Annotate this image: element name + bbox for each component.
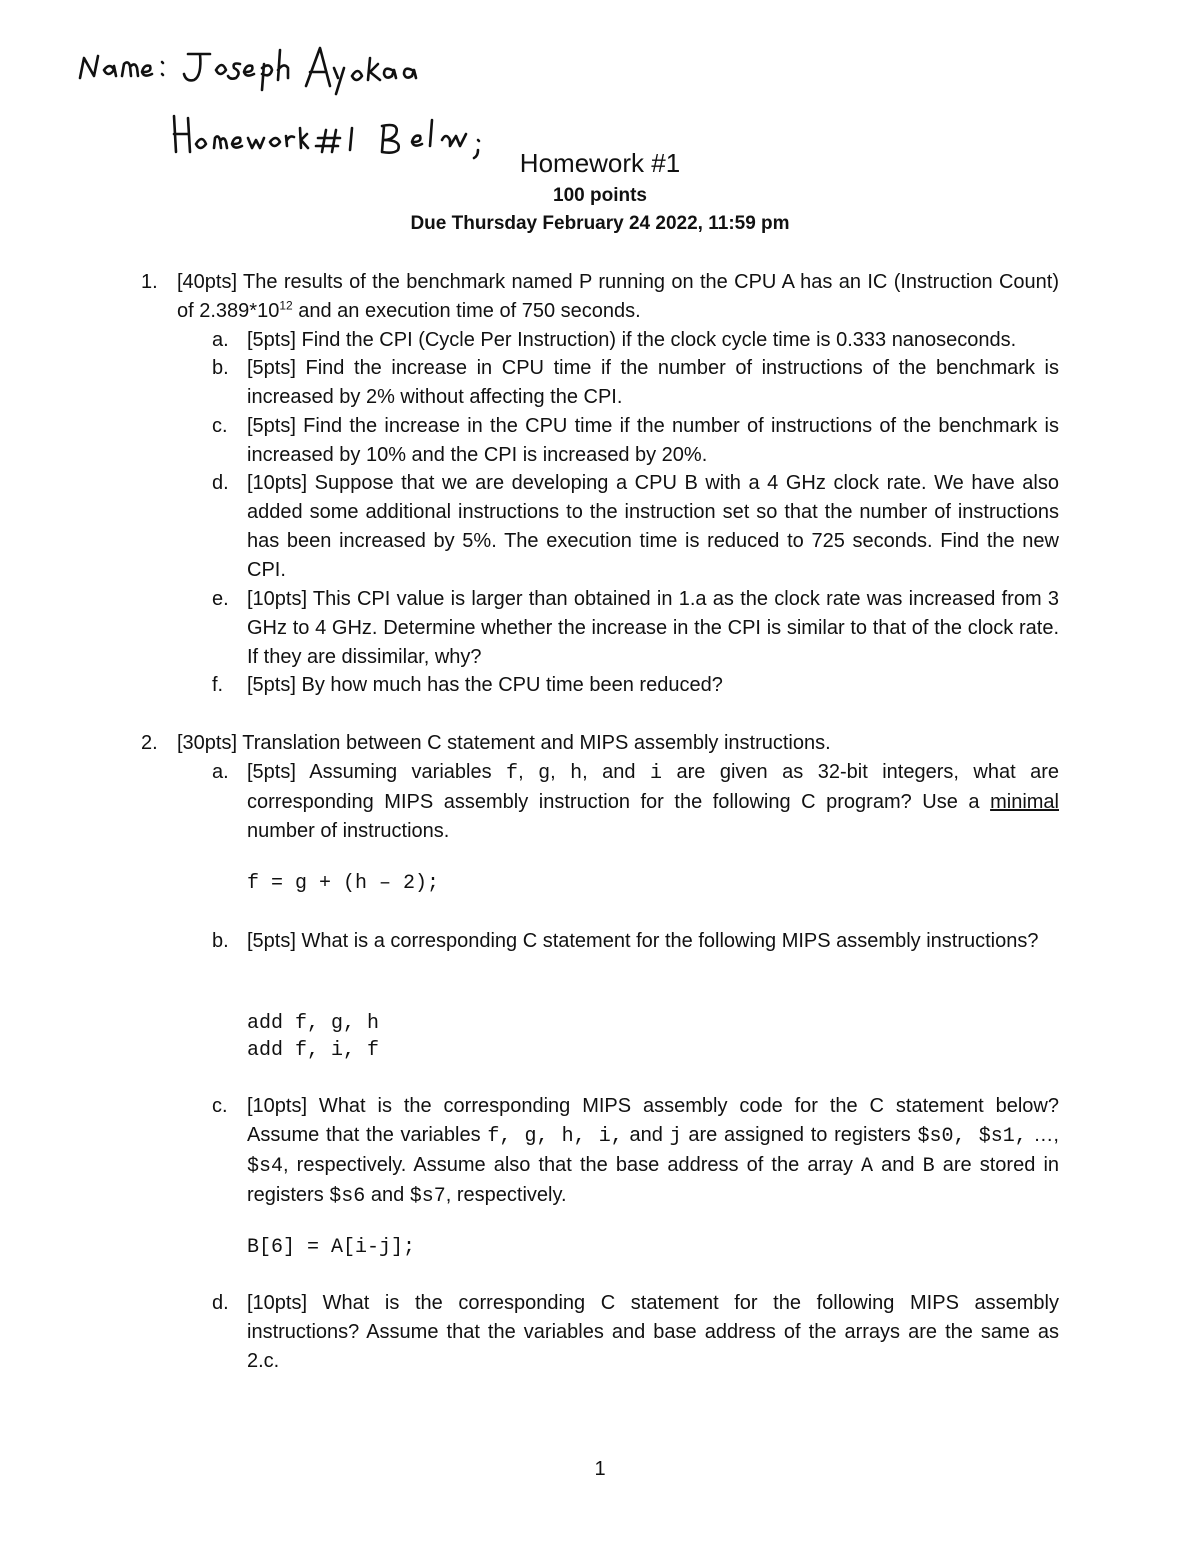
question-2b-label: b. — [212, 930, 229, 952]
question-1-text: [40pts] The results of the benchmark named P running on the CPU A has an IC (Instruction Count) of $2.389*10^{12}$ and an execution time of 750 seconds. — [177, 271, 1059, 322]
question-2a-text: [5pts] Assuming variables f, g, h, and i are given as 32-bit integers, what are corresponding MIPS assembly instruction for the following C program? Use a minimal number of instructions. — [247, 761, 1059, 842]
due-date: Due Thursday February 24 2022, 11:59 pm — [410, 213, 790, 234]
code-2a: f = g + (h – 2); — [247, 872, 440, 895]
code-2b-line-2: add f, i, f — [247, 1039, 380, 1062]
exponent: 12 — [279, 298, 293, 313]
variable-h: h — [570, 762, 583, 785]
question-2a-label: a. — [212, 761, 229, 783]
code-2c: B[6] = A[i-j]; — [247, 1236, 416, 1259]
question-2d-text: [10pts] What is the corresponding C statement for the following MIPS assembly instructions? Assume that the variables and base address of the arrays are the same as 2.c. — [247, 1292, 1059, 1372]
code-2b-line-1: add f, g, h — [247, 1012, 380, 1035]
question-1d-label: d. — [212, 472, 229, 494]
question-1a-label: a. — [212, 329, 229, 351]
page-number: 1 — [594, 1458, 606, 1480]
underlined-minimal: minimal — [990, 791, 1059, 813]
question-1-number: 1. — [141, 271, 158, 293]
question-1f-text: [5pts] By how much has the CPU time been reduced? — [247, 674, 723, 696]
question-2-text: [30pts] Translation between C statement and MIPS assembly instructions. — [177, 732, 831, 754]
question-2b-text: [5pts] What is a corresponding C statement for the following MIPS assembly instructions? — [247, 930, 1039, 952]
question-1f-label: f. — [212, 674, 224, 696]
question-1e-text: [10pts] This CPI value is larger than obtained in 1.a as the clock rate was increased from 3 GHz to 4 GHz. Determine whether the increase in the CPI is similar to that of the clock rate. If they are dissimilar, why? — [247, 588, 1059, 668]
question-1c-label: c. — [212, 415, 228, 437]
question-1a-text: [5pts] Find the CPI (Cycle Per Instruction) if the clock cycle time is 0.333 nanoseconds. — [247, 329, 1017, 351]
question-1b-label: b. — [212, 357, 229, 379]
page-title: Homework #1 — [519, 148, 681, 178]
question-1b-text: [5pts] Find the increase in CPU time if the number of instructions of the benchmark is increased by 2% without affecting the CPI. — [247, 357, 1059, 408]
variable-i: i — [650, 762, 663, 785]
question-1d-text: [10pts] Suppose that we are developing a CPU B with a 4 GHz clock rate. We have also added some additional instructions to the instruction set so that the number of instructions has been increased by 5%. The execution time is reduced to 725 seconds. Find the new CPI. — [247, 472, 1059, 581]
points-subtitle: 100 points — [553, 185, 647, 206]
variable-g: g — [538, 762, 551, 785]
question-2c-label: c. — [212, 1095, 228, 1117]
question-2d-label: d. — [212, 1292, 229, 1314]
question-1c-text: [5pts] Find the increase in the CPU time if the number of instructions of the benchmark is increased by 10% and the CPI is increased by 20%. — [247, 415, 1059, 466]
variable-f: f — [506, 762, 519, 785]
question-2c-text: [10pts] What is the corresponding MIPS assembly code for the C statement below? Assume that the variables f, g, h, i, and j are assigned to registers $s0, $s1, …, $s4, respectively. Assume also that the base address of the array A and B are stored in registers $s6 and $s7, respectively. — [247, 1095, 1060, 1208]
question-1e-label: e. — [212, 588, 229, 610]
question-2-number: 2. — [141, 732, 158, 754]
